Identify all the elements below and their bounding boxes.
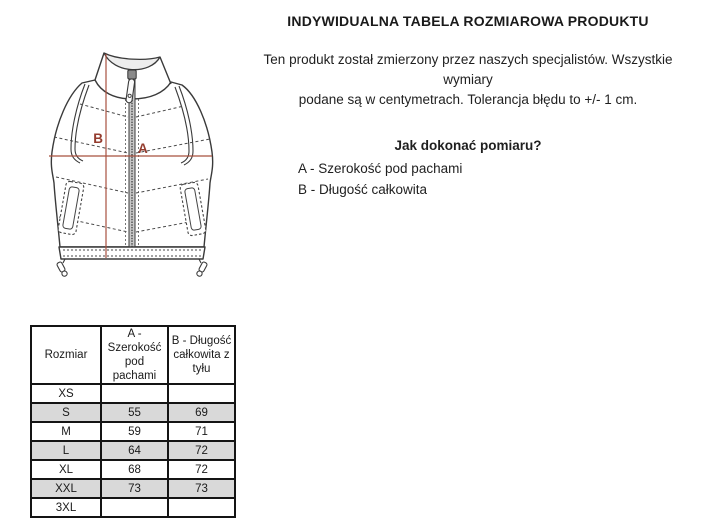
size-row-3xl (31, 498, 235, 517)
cell-b: 73 (168, 479, 235, 498)
cell-a (101, 498, 168, 517)
cell-size: XS (31, 384, 101, 403)
header-dlugosc (168, 326, 235, 384)
measure-label-b: B (93, 131, 103, 146)
product-description (240, 50, 696, 110)
header-szerokosc (101, 326, 168, 384)
cell-size: 3XL (31, 498, 101, 517)
cell-a (101, 384, 168, 403)
measure-legend (298, 158, 696, 200)
zipper-slider (128, 70, 136, 79)
cell-b (168, 498, 235, 517)
vest-drawing-svg (38, 25, 263, 310)
page-title: INDYWIDUALNA TABELA ROZMIAROWA PRODUKTU (287, 13, 649, 29)
header-szerokosc-line2: pod pachami (112, 356, 157, 382)
cell-b (168, 384, 235, 403)
header-szerokosc-line1: A - Szerokość (107, 328, 162, 354)
size-table (30, 325, 236, 518)
cell-b: 69 (168, 403, 235, 422)
size-row-s (31, 403, 235, 422)
cell-size: XXL (31, 479, 101, 498)
header-dlugosc-line1: B - Długość (171, 335, 232, 347)
cell-size: M (31, 422, 101, 441)
cell-a: 59 (101, 422, 168, 441)
cell-b: 72 (168, 460, 235, 479)
vest-diagram (38, 25, 263, 310)
header-dlugosc-line2: całkowita z tyłu (173, 349, 230, 375)
cell-b: 72 (168, 441, 235, 460)
size-row-xxl (31, 479, 235, 498)
size-row-m (31, 422, 235, 441)
cell-a: 55 (101, 403, 168, 422)
size-row-l (31, 441, 235, 460)
cell-size: S (31, 403, 101, 422)
size-row-xs (31, 384, 235, 403)
cell-a: 73 (101, 479, 168, 498)
description-line-2: podane są w centymetrach. Tolerancja błędu to +/- 1 cm. (298, 92, 638, 107)
cell-a: 64 (101, 441, 168, 460)
cell-size: XL (31, 460, 101, 479)
measure-legend-a: A - Szerokość pod pachami (298, 161, 463, 176)
vest-collar-inner (104, 53, 160, 70)
size-table-header-row (31, 326, 235, 384)
measure-label-a: A (138, 141, 148, 156)
vest-toggles (56, 259, 207, 277)
size-row-xl (31, 460, 235, 479)
info-column (240, 0, 696, 200)
how-to-measure-title: Jak dokonać pomiaru? (394, 138, 542, 153)
vest-hem (59, 247, 205, 259)
header-rozmiar: Rozmiar (31, 326, 101, 384)
measure-legend-b: B - Długość całkowita (298, 182, 428, 197)
description-line-1: Ten produkt został zmierzony przez naszych specjalistów. Wszystkie wymiary (263, 52, 673, 87)
cell-size: L (31, 441, 101, 460)
cell-b: 71 (168, 422, 235, 441)
cell-a: 68 (101, 460, 168, 479)
